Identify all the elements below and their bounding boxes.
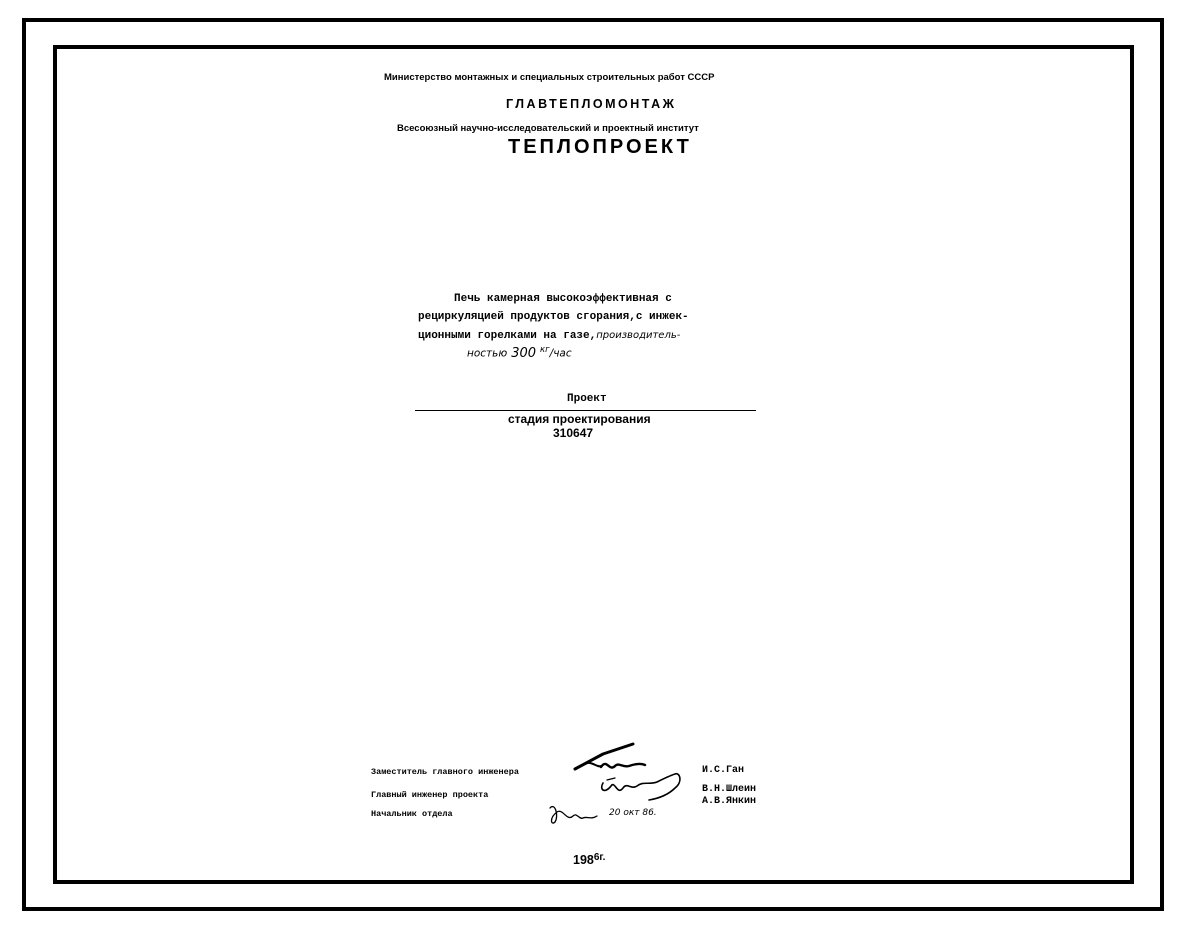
- capacity-value: 300: [511, 345, 537, 361]
- project-stage: стадия проектирования: [508, 412, 651, 426]
- role-department-head: Начальник отдела: [371, 809, 453, 819]
- signatory-name-1: И.С.Ган: [702, 765, 745, 776]
- title-line-1: Печь камерная высокоэффективная с: [454, 293, 672, 305]
- glavk-name: ГЛАВТЕПЛОМОНТАЖ: [506, 97, 677, 111]
- year-suffix: 6г.: [593, 852, 606, 863]
- signatory-name-2: В.Н.Шлеин: [702, 784, 757, 795]
- project-divider-line: [415, 410, 756, 411]
- capacity-prefix: ностью: [467, 347, 508, 360]
- role-deputy-chief-engineer: Заместитель главного инженера: [371, 767, 519, 777]
- signature-date: 20 окт 86.: [609, 808, 657, 818]
- capacity-unit-top: кг: [540, 345, 550, 355]
- project-label: Проект: [567, 393, 607, 405]
- title-line-3-typed: ционными горелками на газе,: [418, 330, 597, 342]
- ministry-name: Министерство монтажных и специальных строительных работ СССР: [384, 72, 715, 83]
- project-code: 310647: [553, 426, 594, 440]
- institute-description: Всесоюзный научно-исследовательский и проектный институт: [397, 123, 699, 134]
- year-digits: 198: [573, 853, 594, 867]
- signatory-name-3: А.В.Янкин: [702, 796, 757, 807]
- role-chief-project-engineer: Главный инженер проекта: [371, 790, 489, 800]
- capacity-unit-bottom: /час: [549, 347, 572, 360]
- signatures-graphic: [545, 738, 695, 833]
- document-year: [573, 852, 605, 867]
- institute-name: ТЕПЛОПРОЕКТ: [508, 136, 692, 158]
- title-line-2: рециркуляцией продуктов сгорания,с инжек-: [418, 311, 689, 323]
- title-line-3: [418, 330, 680, 342]
- title-line-3-handwritten: производитель-: [596, 330, 681, 341]
- title-line-4: [467, 345, 572, 361]
